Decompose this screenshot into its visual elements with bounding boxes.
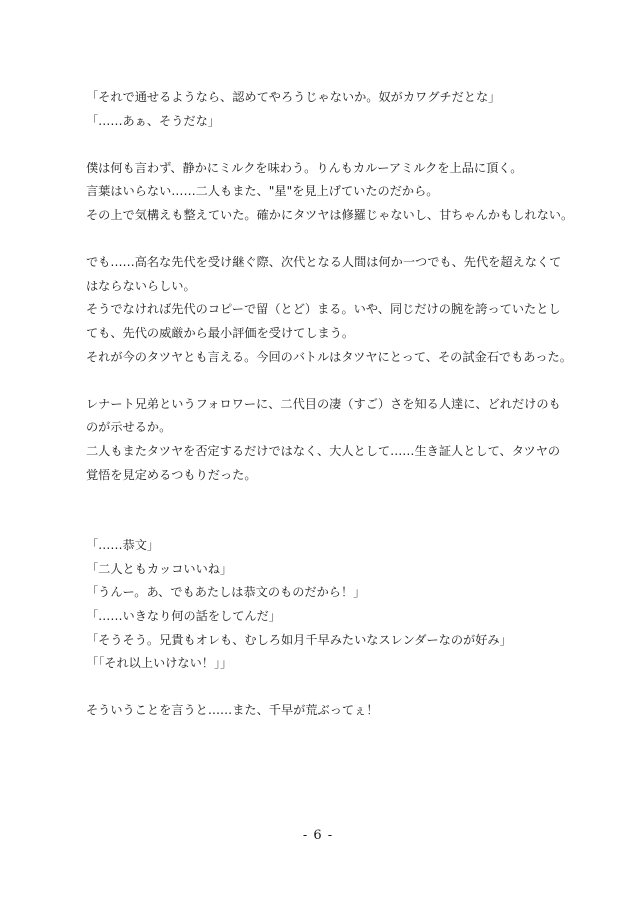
- blank-line: [86, 487, 566, 511]
- text-line: レナート兄弟というフォロワーに、二代目の凄（すご）さを知る人達に、どれだけのも: [86, 396, 561, 411]
- text-line: 二人もまたタツヤを否定するだけではなく、大人として……生き証人として、タツヤの: [86, 443, 561, 458]
- text-line: はならないらしい。: [86, 278, 196, 293]
- text-line: 覚悟を見定めるつもりだった。: [86, 467, 257, 482]
- dialogue-line: 「……いきなり何の話をしてんだ」: [86, 609, 281, 624]
- novel-body-text: [86, 86, 574, 723]
- dialogue-line: 「「それ以上いけない！」」: [86, 656, 233, 671]
- text-line: ても、先代の威厳から最小評価を受けてしまう。: [86, 325, 355, 340]
- text-line: その上で気構えも整えていた。確かにタツヤは修羅じゃないし、甘ちゃんかもしれない。: [86, 207, 574, 222]
- blank-line: [86, 511, 566, 535]
- text-line: それが今のタツヤとも言える。今回のバトルはタツヤにとって、その試金石でもあった。: [86, 349, 572, 364]
- text-line: そういうことを言うと……また、千早が荒ぶってぇ！: [86, 703, 379, 718]
- text-line: 僕は何も言わず、静かにミルクを味わう。りんもカルーアミルクを上品に頂く。: [86, 160, 523, 175]
- blank-line: [86, 133, 566, 157]
- text-line: 「それで通せるようなら、認めてやろうじゃないか。奴がカワグチだとな」: [86, 90, 501, 104]
- dialogue-line: 「そうそう。兄貴もオレも、むしろ如月千早みたいなスレンダーなのが好み」: [86, 632, 512, 647]
- text-line: でも……高名な先代を受け継ぐ際、次代となる人間は何か一つでも、先代を超えなくて: [86, 255, 562, 270]
- blank-line: [86, 369, 566, 393]
- page-number: - 6 -: [302, 828, 334, 843]
- dialogue-line: 「……恭文」: [86, 538, 160, 553]
- dialogue-line: 「うんー。あ、でもあたしは恭文のものだから！」: [86, 585, 366, 600]
- text-line: のが示せるか。: [86, 420, 172, 435]
- text-line: 言葉はいらない……二人もまた、"星"を見上げていたのだから。: [86, 184, 439, 199]
- blank-line: [86, 228, 566, 252]
- text-line: そうでなければ先代のコピーで留（とど）まる。いや、同じだけの腕を誇っていたとし: [86, 302, 561, 317]
- text-line: 「……あぁ、そうだな」: [86, 113, 220, 128]
- dialogue-line: 「二人ともカッコいいね」: [86, 561, 233, 576]
- blank-line: [86, 676, 566, 700]
